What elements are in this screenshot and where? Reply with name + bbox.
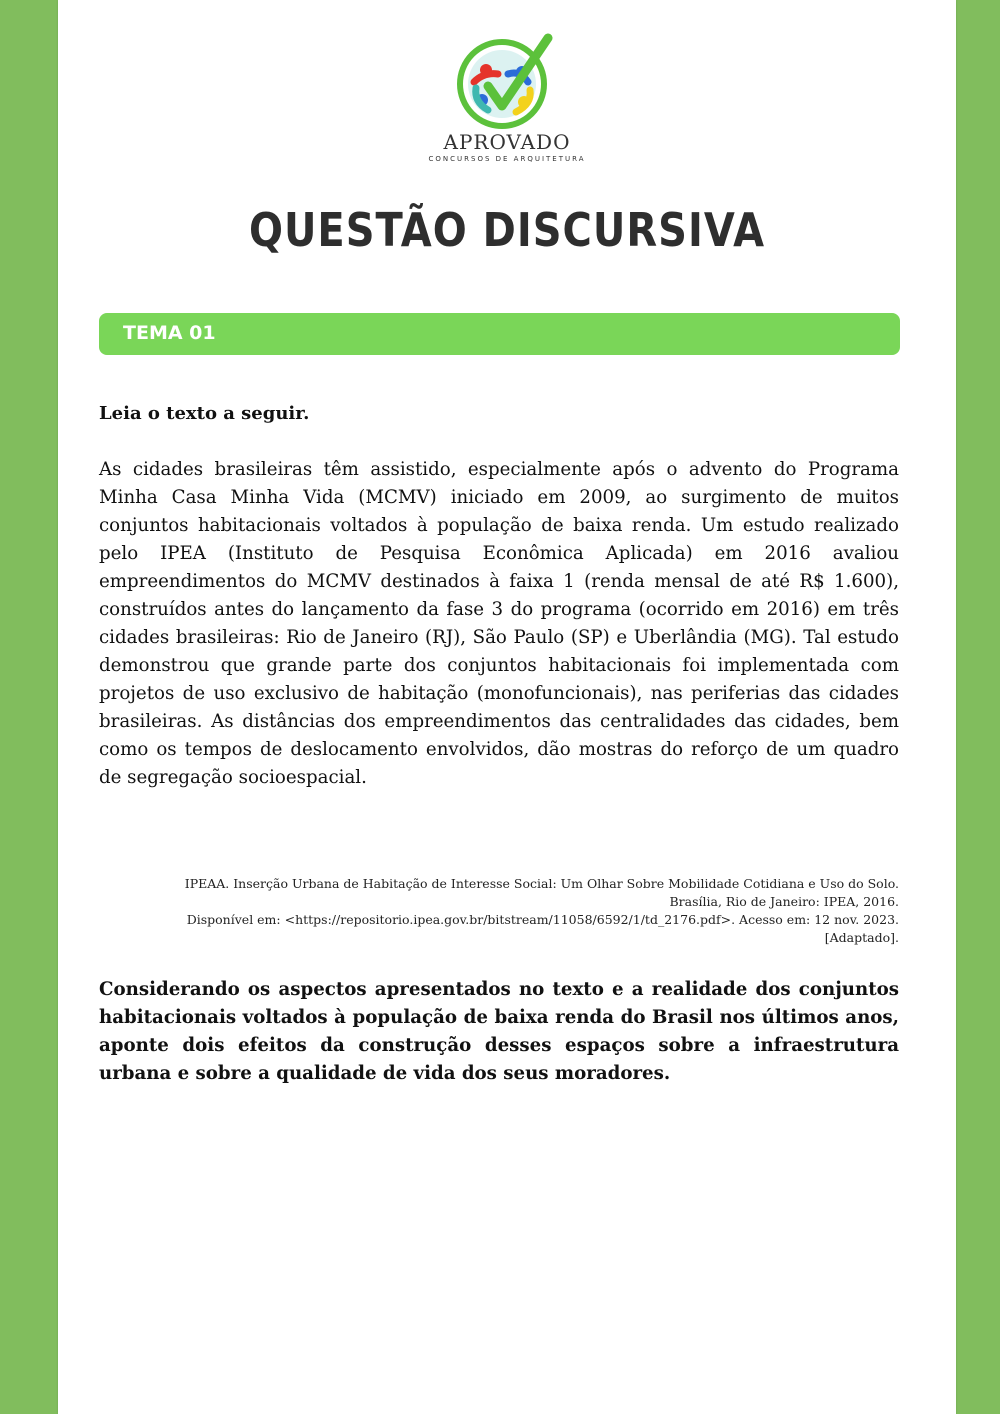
document-page [58,0,956,1414]
citation-line: Disponível em: <https://repositorio.ipea.gov.br/bitstream/11058/6592/1/td_2176.pdf>. Acesso em: 12 nov. 2023. [186,912,899,927]
lead-text: Leia o texto a seguir. [99,403,310,424]
brand-name: APROVADO [443,130,571,154]
brand-subtitle: CONCURSOS DE ARQUITETURA [428,155,586,163]
logo [58,30,956,164]
aprovado-logo-icon [452,30,562,130]
page-title: QUESTÃO DISCURSIVA [248,204,766,258]
question-text: Considerando os aspectos apresentados no texto e a realidade dos conjuntos habitacionais voltados à população de baixa renda do Brasil nos últimos anos, aponte dois efeitos da construção desses espaços sobre a infraestrutura urbana e sobre a qualidade de vida dos seus moradores. [99,979,899,1084]
citation-line: Brasília, Rio de Janeiro: IPEA, 2016. [669,894,899,909]
tema-label: TEMA 01 [123,322,216,344]
citation-line: [Adaptado]. [824,930,899,945]
citation-line: IPEAA. Inserção Urbana de Habitação de Interesse Social: Um Olhar Sobre Mobilidade Cotidiana e Uso do Solo. [184,876,899,891]
body-paragraph: As cidades brasileiras têm assistido, especialmente após o advento do Programa Minha Casa Minha Vida (MCMV) iniciado em 2009, ao surgimento de muitos conjuntos habitacionais voltados à população de baixa renda. Um estudo realizado pelo IPEA (Instituto de Pesquisa Econômica Aplicada) em 2016 avaliou empreendimentos do MCMV destinados à faixa 1 (renda mensal de até R$ 1.600), construídos antes do lançamento da fase 3 do programa (ocorrido em 2016) em três cidades brasileiras: Rio de Janeiro (RJ), São Paulo (SP) e Uberlândia (MG). Tal estudo demonstrou que grande parte dos conjuntos habitacionais foi implementada com projetos de uso exclusivo de habitação (monofuncionais), nas periferias das cidades brasileiras. As distâncias dos empreendimentos das centralidades das cidades, bem como os tempos de deslocamento envolvidos, dão mostras do reforço de um quadro de segregação socioespacial. [99,459,899,788]
citation [99,875,899,947]
tema-banner [99,313,900,355]
